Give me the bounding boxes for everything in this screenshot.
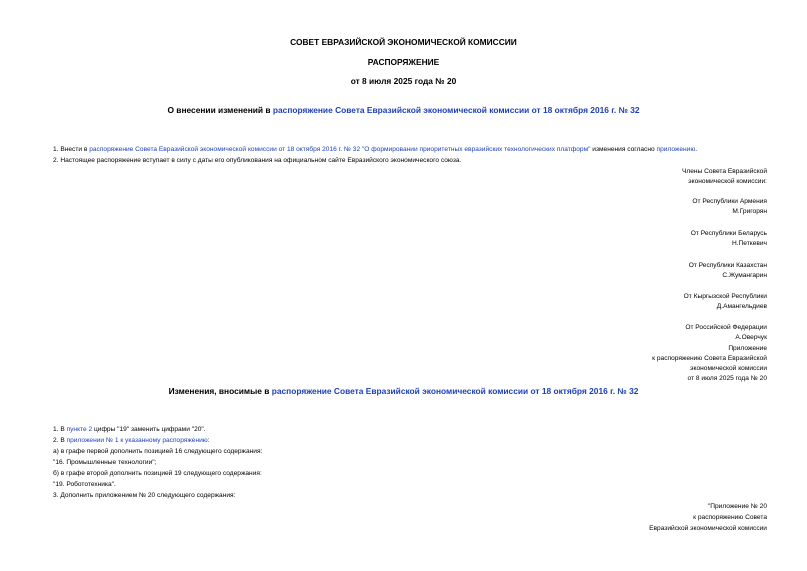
document-type: РАСПОРЯЖЕНИЕ bbox=[367, 57, 440, 67]
changes-title-link[interactable]: распоряжение Совета Евразийской экономической комиссии от 18 октября 2016 г. № 32 bbox=[271, 386, 639, 396]
members-line-2: экономической комиссии: bbox=[688, 178, 767, 185]
change-item-1 bbox=[53, 426, 206, 434]
c2-text-a: 2. В bbox=[53, 437, 67, 444]
annex-line-3: экономической комиссии bbox=[690, 365, 767, 372]
paragraph-2: 2. Настоящее распоряжение вступает в силу с даты его опубликования на официальном сайте Евразийского экономического союза. bbox=[53, 157, 462, 164]
title-prefix: О внесении изменений в bbox=[167, 105, 273, 115]
c2-text-b: : bbox=[207, 437, 210, 444]
signature-belarus-name: Н.Петкевич bbox=[731, 240, 767, 247]
signature-kyrgyzstan-country: От Кыргызской Республики bbox=[683, 293, 767, 300]
p1-text-a: 1. Внести в bbox=[53, 146, 90, 153]
signature-russia-country: От Российской Федерации bbox=[685, 324, 767, 331]
paragraph-1 bbox=[53, 146, 697, 154]
annex20-line-1: "Приложение № 20 bbox=[707, 503, 767, 510]
signature-armenia-name: М.Григорян bbox=[732, 208, 767, 215]
signature-kazakhstan-name: С.Жумангарин bbox=[722, 272, 767, 279]
document-date-number: от 8 июля 2025 года № 20 bbox=[350, 76, 457, 86]
p1-text-b: изменения согласно bbox=[590, 146, 657, 153]
signature-kyrgyzstan-name: Д.Амангельдиев bbox=[716, 303, 767, 310]
annex20-line-3: Евразийской экономической комиссии bbox=[649, 525, 767, 532]
title-link[interactable]: распоряжение Совета Евразийской экономической комиссии от 18 октября 2016 г. № 32 bbox=[272, 105, 640, 115]
change-item-2 bbox=[53, 437, 210, 445]
changes-title-prefix: Изменения, вносимые в bbox=[168, 386, 272, 396]
change-item-2a-value: "16. Промышленные технологии"; bbox=[53, 459, 157, 466]
c1-link[interactable]: пункте 2 bbox=[66, 426, 93, 433]
organization-title: СОВЕТ ЕВРАЗИЙСКОЙ ЭКОНОМИЧЕСКОЙ КОМИССИИ bbox=[290, 37, 517, 47]
c1-text-a: 1. В bbox=[53, 426, 67, 433]
p1-link-annex[interactable]: приложению bbox=[656, 146, 696, 153]
c1-text-b: цифры "19" заменить цифрами "20". bbox=[92, 426, 206, 433]
change-item-2b: б) в графе второй дополнить позицией 19 следующего содержания: bbox=[53, 470, 262, 477]
document-title bbox=[0, 105, 807, 115]
annex-line-1: Приложение bbox=[728, 345, 767, 352]
signature-kazakhstan-country: От Республики Казахстан bbox=[688, 262, 767, 269]
change-item-3: 3. Дополнить приложением № 20 следующего содержания: bbox=[53, 492, 236, 499]
annex-line-2: к распоряжению Совета Евразийской bbox=[652, 355, 767, 362]
signature-belarus-country: От Республики Беларусь bbox=[690, 230, 767, 237]
members-line-1: Члены Совета Евразийской bbox=[681, 168, 767, 175]
p1-link-regulation[interactable]: распоряжение Совета Евразийской экономической комиссии от 18 октября 2016 г. № 32 "О формировании приоритетных евразийских технологических платформ" bbox=[89, 146, 591, 153]
change-item-2b-value: "19. Робототехника". bbox=[53, 481, 116, 488]
p1-text-c: . bbox=[695, 146, 698, 153]
annex-line-4: от 8 июля 2025 года № 20 bbox=[687, 375, 767, 382]
c2-link[interactable]: приложении № 1 к указанному распоряжению bbox=[66, 437, 208, 444]
change-item-2a: а) в графе первой дополнить позицией 16 следующего содержания: bbox=[53, 448, 263, 455]
changes-title bbox=[0, 386, 807, 396]
signature-armenia-country: От Республики Армения bbox=[692, 198, 767, 205]
signature-russia-name: А.Оверчук bbox=[735, 334, 767, 341]
annex20-line-2: к распоряжению Совета bbox=[693, 514, 767, 521]
